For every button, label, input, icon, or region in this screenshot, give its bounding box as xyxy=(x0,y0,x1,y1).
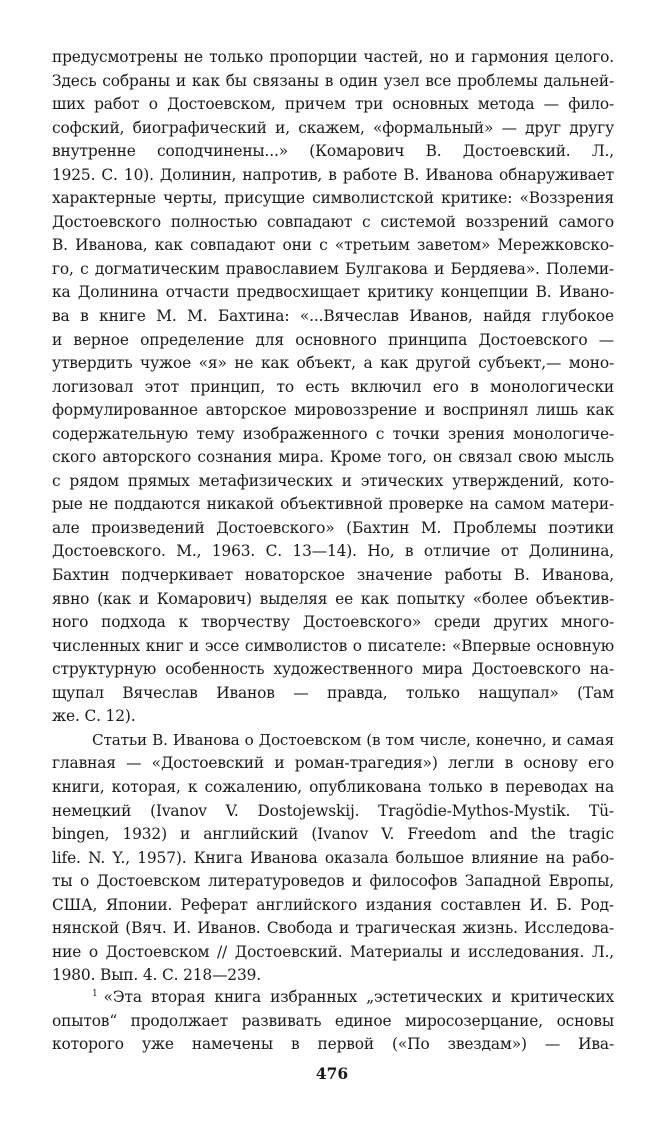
footnote-line xyxy=(52,983,614,1010)
text-line: главная — «Достоевский и роман-трагедия») легли в основу его xyxy=(52,754,614,773)
text-line: 1925. С. 10). Долинин, напротив, в работе В. Иванова обнаруживает xyxy=(52,165,614,184)
text-line: утвердить чужое «я» не как объект, а как другой субъект,— моно- xyxy=(52,354,614,373)
text-line: ших работ о Достоевском, причем три основных метода — фило- xyxy=(52,95,614,114)
text-line: але произведений Достоевского» (Бахтин М. Проблемы поэтики xyxy=(52,518,614,537)
text-line: life. N. Y., 1957). Книга Иванова оказала большое влияние на рабо- xyxy=(52,848,614,867)
footnote-line: опытов“ продолжает развивать единое миросозерцание, основы xyxy=(52,1011,614,1030)
text-line: же. С. 12). xyxy=(52,707,136,726)
text-line: характерные черты, присущие символистской критике: «Воззрения xyxy=(52,189,614,208)
text-line: Бахтин подчеркивает новаторское значение работы В. Иванова, xyxy=(52,566,614,585)
paragraph-1 xyxy=(52,46,614,729)
text-line: ка Долинина отчасти предвосхищает критику концепции В. Ивано- xyxy=(52,283,614,302)
text-line: явно (как и Комарович) выделяя ее как попытку «более объектив- xyxy=(52,589,614,608)
text-line: США, Японии. Реферат английского издания составлен И. Б. Род- xyxy=(52,895,614,914)
text-line: формулированное авторское мировоззрение и воспринял лишь как xyxy=(52,401,614,420)
text-line: ского авторского сознания мира. Кроме того, он связал свою мысль xyxy=(52,448,614,467)
text-line: численных книг и эссе символистов о писателе: «Впервые основную xyxy=(52,636,614,655)
text-line: предусмотрены не только пропорции частей, но и гармония целого. xyxy=(52,48,614,66)
footnote-marker: 1 xyxy=(92,989,98,999)
text-line: рые не поддаются никакой объективной проверке на самом матери- xyxy=(52,495,614,514)
page-number: 476 xyxy=(315,1065,349,1083)
text-line: Достоевского. М., 1963. С. 13—14). Но, в отличие от Долинина, xyxy=(52,542,614,561)
text-line: ва в книге М. М. Бахтина: «...Вячеслав Иванов, найдя глубокое xyxy=(52,307,614,326)
text-line: Достоевского полностью совпадают с системой воззрений самого xyxy=(52,212,614,231)
text-line: го, с догматическим православием Булгакова и Бердяева». Полеми- xyxy=(52,259,614,278)
footnote-line: которого уже намечены в первой («По звездам») — Ива- xyxy=(52,1035,614,1054)
text-line: Статьи В. Иванова о Достоевском (в том числе, конечно, и самая xyxy=(92,730,614,749)
text-line: bingen, 1932) и английский (Ivanov V. Freedom and the tragic xyxy=(52,825,614,844)
text-line: с рядом прямых метафизических и этических утверждений, кото- xyxy=(52,471,614,490)
paragraph-2 xyxy=(52,729,614,988)
text-line: Здесь собраны и как бы связаны в один узел все проблемы дальней- xyxy=(52,71,614,90)
text-line: ного подхода к творчеству Достоевского» среди других много- xyxy=(52,613,614,632)
text-line: щупал Вячеслав Иванов — правда, только нащупал» (Там xyxy=(52,683,614,702)
text-line: В. Иванова, как совпадают они с «третьим заветом» Мережковско- xyxy=(52,236,614,255)
text-line: 1980. Вып. 4. С. 218—239. xyxy=(52,966,261,985)
text-line: книги, которая, к сожалению, опубликована только в переводах на xyxy=(52,777,614,796)
text-line: немецкий (Ivanov V. Dostojewskij. Tragödie-Mythos-Mystik. Tü- xyxy=(52,801,614,820)
text-line: содержательную тему изображенного с точки зрения монологиче- xyxy=(52,424,614,443)
text-line: и верное определение для основного принципа Достоевского — xyxy=(52,330,614,349)
footnote-text: «Эта вторая книга избранных „эстетических и критических xyxy=(103,988,614,1006)
main-text xyxy=(52,46,614,988)
text-line: логизовал этот принцип, то есть включил его в монологически xyxy=(52,377,614,396)
text-line: ты о Достоевском литературоведов и философов Западной Европы, xyxy=(52,872,614,891)
text-line: структурную особенность художественного мира Достоевского на- xyxy=(52,660,614,679)
text-line: нянской (Вяч. И. Иванов. Свобода и трагическая жизнь. Исследова- xyxy=(52,919,614,938)
text-line: софский, биографический и, скажем, «формальный» — друг другу xyxy=(52,118,614,137)
text-line: ние о Достоевском // Достоевский. Материалы и исследования. Л., xyxy=(52,942,614,961)
text-line: внутренне соподчинены...» (Комарович В. Достоевский. Л., xyxy=(52,142,614,161)
footnote xyxy=(52,983,614,1057)
